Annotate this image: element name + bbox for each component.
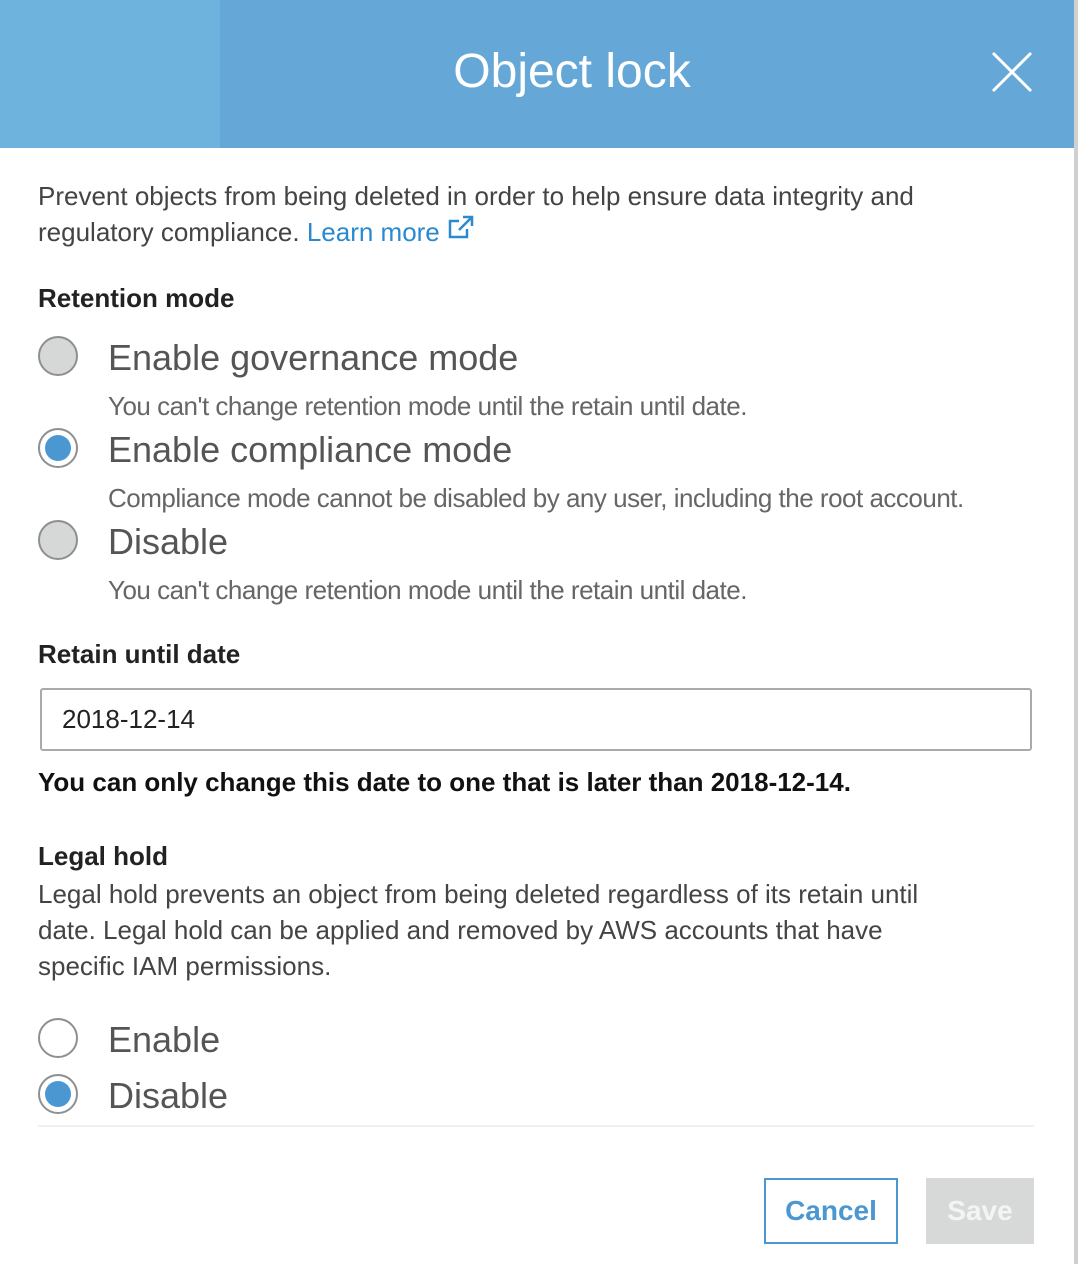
learn-more-link[interactable] [307,217,475,247]
governance-mode-help: You can't change retention mode until the retain until date. [108,391,747,421]
retention-disable-label[interactable]: Disable [108,521,229,562]
retain-date-note: You can only change this date to one that is later than 2018-12-14. [38,767,851,797]
compliance-mode-radio[interactable] [38,428,78,468]
learn-more-label: Learn more [306,217,440,247]
retain-until-heading: Retain until date [38,639,241,669]
governance-mode-label[interactable]: Enable governance mode [108,337,519,378]
legal-hold-enable-radio[interactable] [38,1018,78,1058]
save-button[interactable]: Save [926,1178,1034,1244]
legal-hold-desc-1: Legal hold prevents an object from being deleted regardless of its retain until [38,879,919,909]
description-line-1: Prevent objects from being deleted in order to help ensure data integrity and [38,181,914,211]
retention-disable-radio[interactable] [38,520,78,560]
legal-hold-desc-3: specific IAM permissions. [38,951,332,981]
close-icon[interactable] [990,50,1034,94]
governance-mode-radio[interactable] [38,336,78,376]
legal-hold-enable-label[interactable]: Enable [108,1019,221,1060]
legal-hold-disable-radio[interactable] [38,1074,78,1114]
retain-until-date-input[interactable] [40,688,1032,751]
legal-hold-heading: Legal hold [38,841,168,871]
description-text: regulatory compliance. [38,217,300,247]
retention-disable-help: You can't change retention mode until the retain until date. [108,575,747,605]
legal-hold-desc-2: date. Legal hold can be applied and removed by AWS accounts that have [38,915,883,945]
modal-title: Object lock [453,45,691,98]
cancel-button[interactable]: Cancel [764,1178,898,1244]
external-link-icon [447,215,475,241]
compliance-mode-label[interactable]: Enable compliance mode [108,429,513,470]
modal-header [0,0,1074,148]
legal-hold-disable-label[interactable]: Disable [108,1075,229,1116]
header-left-panel [0,0,220,148]
footer-divider [38,1125,1034,1127]
description-line-2 [38,214,475,250]
window-edge [1074,0,1078,1264]
retention-mode-heading: Retention mode [38,283,235,313]
compliance-mode-help: Compliance mode cannot be disabled by any user, including the root account. [108,483,964,513]
